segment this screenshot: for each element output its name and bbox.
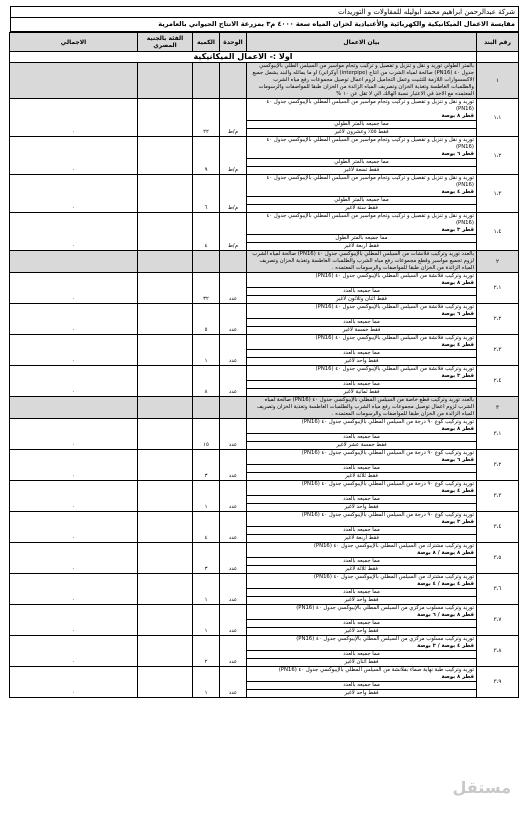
item-amount-words: فقط تسعة لاغير [343,167,380,173]
item-price [138,99,193,137]
item-total: ٠ [10,137,138,175]
item-total-label: مما جميعه بالعدد [343,589,380,595]
item-qty: ٣ [193,450,220,481]
item-text: بالمتر الطولي توريد و نقل و تنزيل و تفصيل و تركيب وتجام مواسير من السيلس الطلي بالإيبوكسي جدول ٤٠ (PN16) صالحة لمياه الشرب من انتاج (interpipe) أوكراني) او ما يماثله والبند يشمل جميع الاكسسوارات اللازمة للتثبيت وعمل التحاميل لزوم اعمال توصيل مجموعات رفع مياه الشرب والطلمبات الغاطسة وتغذية الخزان وتصريف المياه الزائدة من الخزان طبقا للمواصفات والرسومات المعتمده مع الاخذ في الاعتبار نسبة الهالك الي لا تقل عن ١٠ % [252,63,474,97]
item-text: توريد وتركيب كوع ٩٠ درجة من السيلس المطلي بالإيبوكسي جدول ٤٠ (PN16) [301,450,474,456]
item-total: ٠ [10,450,138,481]
item-total-label: مما جميعه بالمتر الطول [335,235,388,241]
item-total: ٠ [10,273,138,304]
item-total-label: مما جميعه بالعدد [343,651,380,657]
item-price [138,175,193,213]
item-unit: م/ط [220,213,247,251]
item-text: توريد وتركيب كوع ٩٠ درجة من السيلس المطلي بالإيبوكسي جدول ٤٠ (PN16) [301,481,474,487]
company-name: شركة عبدالرحمن ابراهيم محمد ابوليله للمقاولات و التوريدات [10,6,519,17]
item-total-label: مما جميعه بالعدد [343,288,380,294]
item-text: توريد و نقل و تنزيل و تفصيل و تركيب وتجام مواسير من السيلس المطلي بالإيبوكسي جدول ٤٠ (PN16) [266,99,474,112]
item-total-label: مما جميعه بالعدد [343,350,380,356]
sub-item-row [10,543,519,574]
item-unit [220,251,247,273]
item-qty: ١ [193,481,220,512]
item-amount-words: فقط اثنان وثلاثون لاغير [336,296,387,302]
item-number: ٣،٧ [477,605,519,636]
item-qty: ٦ [193,175,220,213]
sub-item-row [10,605,519,636]
document-title: مقايسة الاعمال الميكانيكية والكهربائية والأعتيادية لخزان المياه سعة ٤٠٠٠ م٣ بمزرعة الانتاج الحيواني بالعامرية [10,17,519,32]
header-qty: الكمية [193,33,220,52]
item-total: ٠ [10,543,138,574]
item-unit [220,63,247,99]
item-total-label: مما جميعه بالمتر الطولي [334,121,389,127]
item-amount-words: فقط ثلاثة لاغير [345,473,378,479]
item-total: ٠ [10,667,138,698]
item-total-label: مما جميعه بالعدد [343,527,380,533]
item-number: ١،٤ [477,213,519,251]
item-unit: عدد [220,667,247,698]
item-price [138,137,193,175]
item-number: ٢،٢ [477,304,519,335]
item-qty: ٢٢ [193,99,220,137]
item-text: توريد وتركيب مسلوب مركزي من السيلس المطلي بالإيبوكسي جدول ٤٠ (PN16) [296,605,474,611]
item-qty: ١ [193,574,220,605]
item-amount-words: فقط واحد لاغير [344,597,379,603]
item-text: توريد و نقل و تنزيل و تفصيل و تركيب وتجام مواسير من السيلس المطلي بالإيبوكسي جدول ٤٠ (PN16) [266,213,474,226]
item-qty: ١٥ [193,419,220,450]
item-total: ٠ [10,512,138,543]
item-number: ٣،١ [477,419,519,450]
item-amount-words: فقط واحد لاغير [344,628,379,634]
item-size: قطر ٤ بوصة / ٤ بوصة [417,581,474,587]
item-text: توريد وتركيب فلانشة من السيلس المطلي بالإيبوكسي جدول ٤٠ (PN16) [315,335,474,341]
item-total-label: مما جميعه بالعدد [343,319,380,325]
item-total: ٠ [10,175,138,213]
table-header-row [10,33,519,52]
watermark-logo: مستقل [452,778,511,797]
item-description [247,99,477,137]
item-total-label: مما جميعه بالعدد [343,434,380,440]
item-price [138,605,193,636]
item-qty: ١ [193,335,220,366]
item-total: ٠ [10,99,138,137]
item-amount-words: فقط ثمانية لاغير [343,389,380,395]
sub-item-row [10,273,519,304]
item-description [247,543,477,574]
item-size: قطر ٨ بوصة [441,280,474,286]
item-text: توريد وتركيب كوع ٩٠ درجة من السيلس المطلي بالإيبوكسي جدول ٤٠ (PN16) [301,512,474,518]
item-number: ٣،٩ [477,667,519,698]
item-price [138,273,193,304]
item-unit: عدد [220,304,247,335]
item-description [247,667,477,698]
item-qty: ٣ [193,543,220,574]
item-total-label: مما جميعه بالعدد [343,620,380,626]
item-description [247,512,477,543]
item-description [247,397,477,419]
item-price [138,636,193,667]
item-description [247,335,477,366]
header-item: رقم البند [477,33,519,52]
item-description [247,251,477,273]
item-size: قطر ٨ بوصة [441,426,474,432]
item-text: توريد وتركيب فلانشة من السيلس المطلي بالإيبوكسي جدول ٤٠ (PN16) [315,273,474,279]
sub-item-row [10,99,519,137]
item-description [247,419,477,450]
item-size: قطر ٦ بوصة [441,151,474,157]
item-description [247,481,477,512]
header-unit: الوحدة [220,33,247,52]
item-total [10,63,138,99]
item-size: قطر ٤ بوصة / ٣ بوصة [417,643,474,649]
item-number: ٢،٣ [477,335,519,366]
item-price [138,512,193,543]
item-unit: عدد [220,636,247,667]
item-text: توريد و نقل و تنزيل و تفصيل و تركيب وتجام مواسير من السيلس المطلي بالإيبوكسي جدول ٤٠ (PN16) [266,137,474,150]
item-price [138,397,193,419]
item-unit: عدد [220,366,247,397]
sub-item-row [10,667,519,698]
item-unit: عدد [220,419,247,450]
item-amount-words: فقط اثنان لاغير [344,659,379,665]
item-qty [193,397,220,419]
item-text: توريد و نقل و تنزيل و تفصيل و تركيب وتجام مواسير من السيلس المطلي بالإيبوكسي جدول ٤٠ (PN16) [266,175,474,188]
item-total-label: مما جميعه بالعدد [343,496,380,502]
sub-item-row [10,335,519,366]
item-size: قطر ٣ بوصة [441,519,474,525]
item-qty: ٤ [193,213,220,251]
item-amount-words: فقط ثلاثة لاغير [345,566,378,572]
item-price [138,335,193,366]
sub-item-row [10,419,519,450]
boq-page [10,6,519,797]
item-amount-words: فقط خمسة لاغير [342,327,381,333]
item-qty [193,63,220,99]
item-total: ٠ [10,335,138,366]
item-text: توريد وتركيب طبة نهاية صماء بفلانشة من السيلس المطلي بالإيبوكسي جدول ٤٠ (PN16) [278,667,474,673]
item-number: ٢،١ [477,273,519,304]
header-desc: بيان الاعمال [247,33,477,52]
main-item-row [10,397,519,419]
sub-item-row [10,175,519,213]
item-description [247,450,477,481]
item-size: قطر ٨ بوصة [441,674,474,680]
item-total: ٠ [10,605,138,636]
item-amount-words: فقط أربعة لاغير [344,535,379,541]
item-number: ١،١ [477,99,519,137]
item-total [10,397,138,419]
header-total: الاجمالي [10,33,138,52]
sub-item-row [10,366,519,397]
item-text: بالعدد توريد وتركيب قطع خاصة من السيلس المطلي بالإيبوكسي جدول ٤٠ (PN16) صالحة لمياه الشرب لزوم اعمال توصيل مجموعات رفع مياه الشرب والطلمبات الغاطسة وتغذية الخزان وتصريف المياه الزائدة من الخزان طبقا للمواصفات والرسومات المعتمده . [256,397,474,417]
item-number: ٣،٥ [477,543,519,574]
item-total-label: مما جميعه بالعدد [343,682,380,688]
item-text: توريد وتركيب مشترك من السيلس المطلي بالإيبوكسي جدول ٤٠ (PN16) [313,543,474,549]
item-size: قطر ٣ بوصة [441,373,474,379]
item-amount-words: فقط أربعة لاغير [344,243,379,249]
item-description [247,63,477,99]
item-size: قطر ٤ بوصة [441,189,474,195]
item-description [247,273,477,304]
item-qty: ٥ [193,304,220,335]
section-row [10,52,519,63]
item-description [247,574,477,605]
item-unit: عدد [220,273,247,304]
item-price [138,667,193,698]
item-unit: م/ط [220,99,247,137]
item-total-label: مما جميعه بالعدد [343,465,380,471]
item-qty: ١ [193,667,220,698]
item-total: ٠ [10,366,138,397]
item-number: ١،٣ [477,175,519,213]
item-total: ٠ [10,419,138,450]
item-qty: ٤ [193,512,220,543]
item-price [138,481,193,512]
item-price [138,251,193,273]
item-price [138,366,193,397]
item-qty: ٢ [193,636,220,667]
item-qty: ٩ [193,137,220,175]
item-size: قطر ٨ بوصة / ٦ بوصة [417,612,474,618]
item-number: ٣،٣ [477,481,519,512]
item-size: قطر ٦ بوصة [441,457,474,463]
item-amount-words: فقط ستة لاغير [345,205,378,211]
sub-item-row [10,574,519,605]
item-total [10,251,138,273]
item-qty: ١ [193,605,220,636]
item-unit: م/ط [220,137,247,175]
item-size: قطر ٤ بوصة [441,342,474,348]
sub-item-row [10,512,519,543]
item-number: ٣،٦ [477,574,519,605]
item-amount-words: فقط ٥٥٪ وعشرون لاغير [334,129,389,135]
item-unit: م/ط [220,175,247,213]
item-unit: عدد [220,574,247,605]
item-total: ٠ [10,304,138,335]
item-total: ٠ [10,213,138,251]
item-size: قطر ٨ بوصة [441,113,474,119]
item-number: ٣،٨ [477,636,519,667]
item-amount-words: فقط خمسة عشر لاغير [336,442,387,448]
item-price [138,543,193,574]
sub-item-row [10,304,519,335]
item-description [247,213,477,251]
item-price [138,574,193,605]
item-total: ٠ [10,574,138,605]
item-total: ٠ [10,481,138,512]
item-number: ١ [477,63,519,99]
item-unit: عدد [220,543,247,574]
item-unit: عدد [220,450,247,481]
item-description [247,175,477,213]
item-price [138,304,193,335]
item-price [138,63,193,99]
item-number: ٢ [477,251,519,273]
item-text: توريد وتركيب مشترك من السيلس المطلي بالإيبوكسي جدول ٤٠ (PN16) [313,574,474,580]
item-unit: عدد [220,605,247,636]
item-price [138,213,193,251]
item-size: قطر ٣ بوصة [441,227,474,233]
item-description [247,366,477,397]
sub-item-row [10,450,519,481]
item-text: توريد وتركيب فلانشة من السيلس المطلي بالإيبوكسي جدول ٤٠ (PN16) [315,304,474,310]
item-text: توريد وتركيب مسلوب مركزي من السيلس المطلي بالإيبوكسي جدول ٤٠ (PN16) [296,636,474,642]
item-number: ٣،٤ [477,512,519,543]
item-price [138,450,193,481]
item-total-label: مما جميعه بالعدد [343,558,380,564]
item-amount-words: فقط واحد لاغير [344,504,379,510]
item-unit: عدد [220,481,247,512]
item-total-label: مما جميعه بالعدد [343,381,380,387]
item-amount-words: فقط واحد لاغير [344,690,379,696]
item-description [247,636,477,667]
item-size: قطر ٨ بوصة / ٨ بوصة [417,550,474,556]
item-size: قطر ٤ بوصة [441,488,474,494]
sub-item-row [10,481,519,512]
item-description [247,304,477,335]
item-unit: عدد [220,512,247,543]
item-number: ٣،٢ [477,450,519,481]
item-price [138,419,193,450]
item-description [247,605,477,636]
boq-table [9,32,519,698]
item-text: توريد وتركيب فلانشة من السيلس المطلي بالإيبوكسي جدول ٤٠ (PN16) [315,366,474,372]
item-qty [193,251,220,273]
item-number: ١،٢ [477,137,519,175]
item-text: بالعدد توريد وتركيب فلانشات من السيلس المطلي بالإيبوكسي جدول ٤٠ (PN16) صالحة لمياه الشرب لزوم تجميع مواسير وقطع مجموعات رفع مياه الشرب والطلمبات الغاطسة وتغذية الخزان وتصريف المياه الزائدة من الخزان طبقا للمواصفات والرسومات المعتمده . [252,251,474,271]
item-unit: عدد [220,335,247,366]
sub-item-row [10,213,519,251]
sub-item-row [10,636,519,667]
item-qty: ٣٢ [193,273,220,304]
item-text: توريد وتركيب كوع ٩٠ درجة من السيلس المطلي بالإيبوكسي جدول ٤٠ (PN16) [301,419,474,425]
sub-item-row [10,137,519,175]
item-description [247,137,477,175]
item-total-label: مما جميعه بالمتر الطولي [334,197,389,203]
item-unit [220,397,247,419]
header-price: الفئة بالجنية المصري [138,33,193,52]
item-total: ٠ [10,636,138,667]
item-total-label: مما جميعه بالمتر الطولي [334,159,389,165]
main-item-row [10,251,519,273]
item-amount-words: فقط واحد لاغير [344,358,379,364]
item-number: ٣ [477,397,519,419]
item-qty: ٨ [193,366,220,397]
section-title: اولا :- الاعمال الميكانيكية [10,52,477,63]
item-size: قطر ٦ بوصة [441,311,474,317]
main-item-row [10,63,519,99]
item-number: ٢،٤ [477,366,519,397]
